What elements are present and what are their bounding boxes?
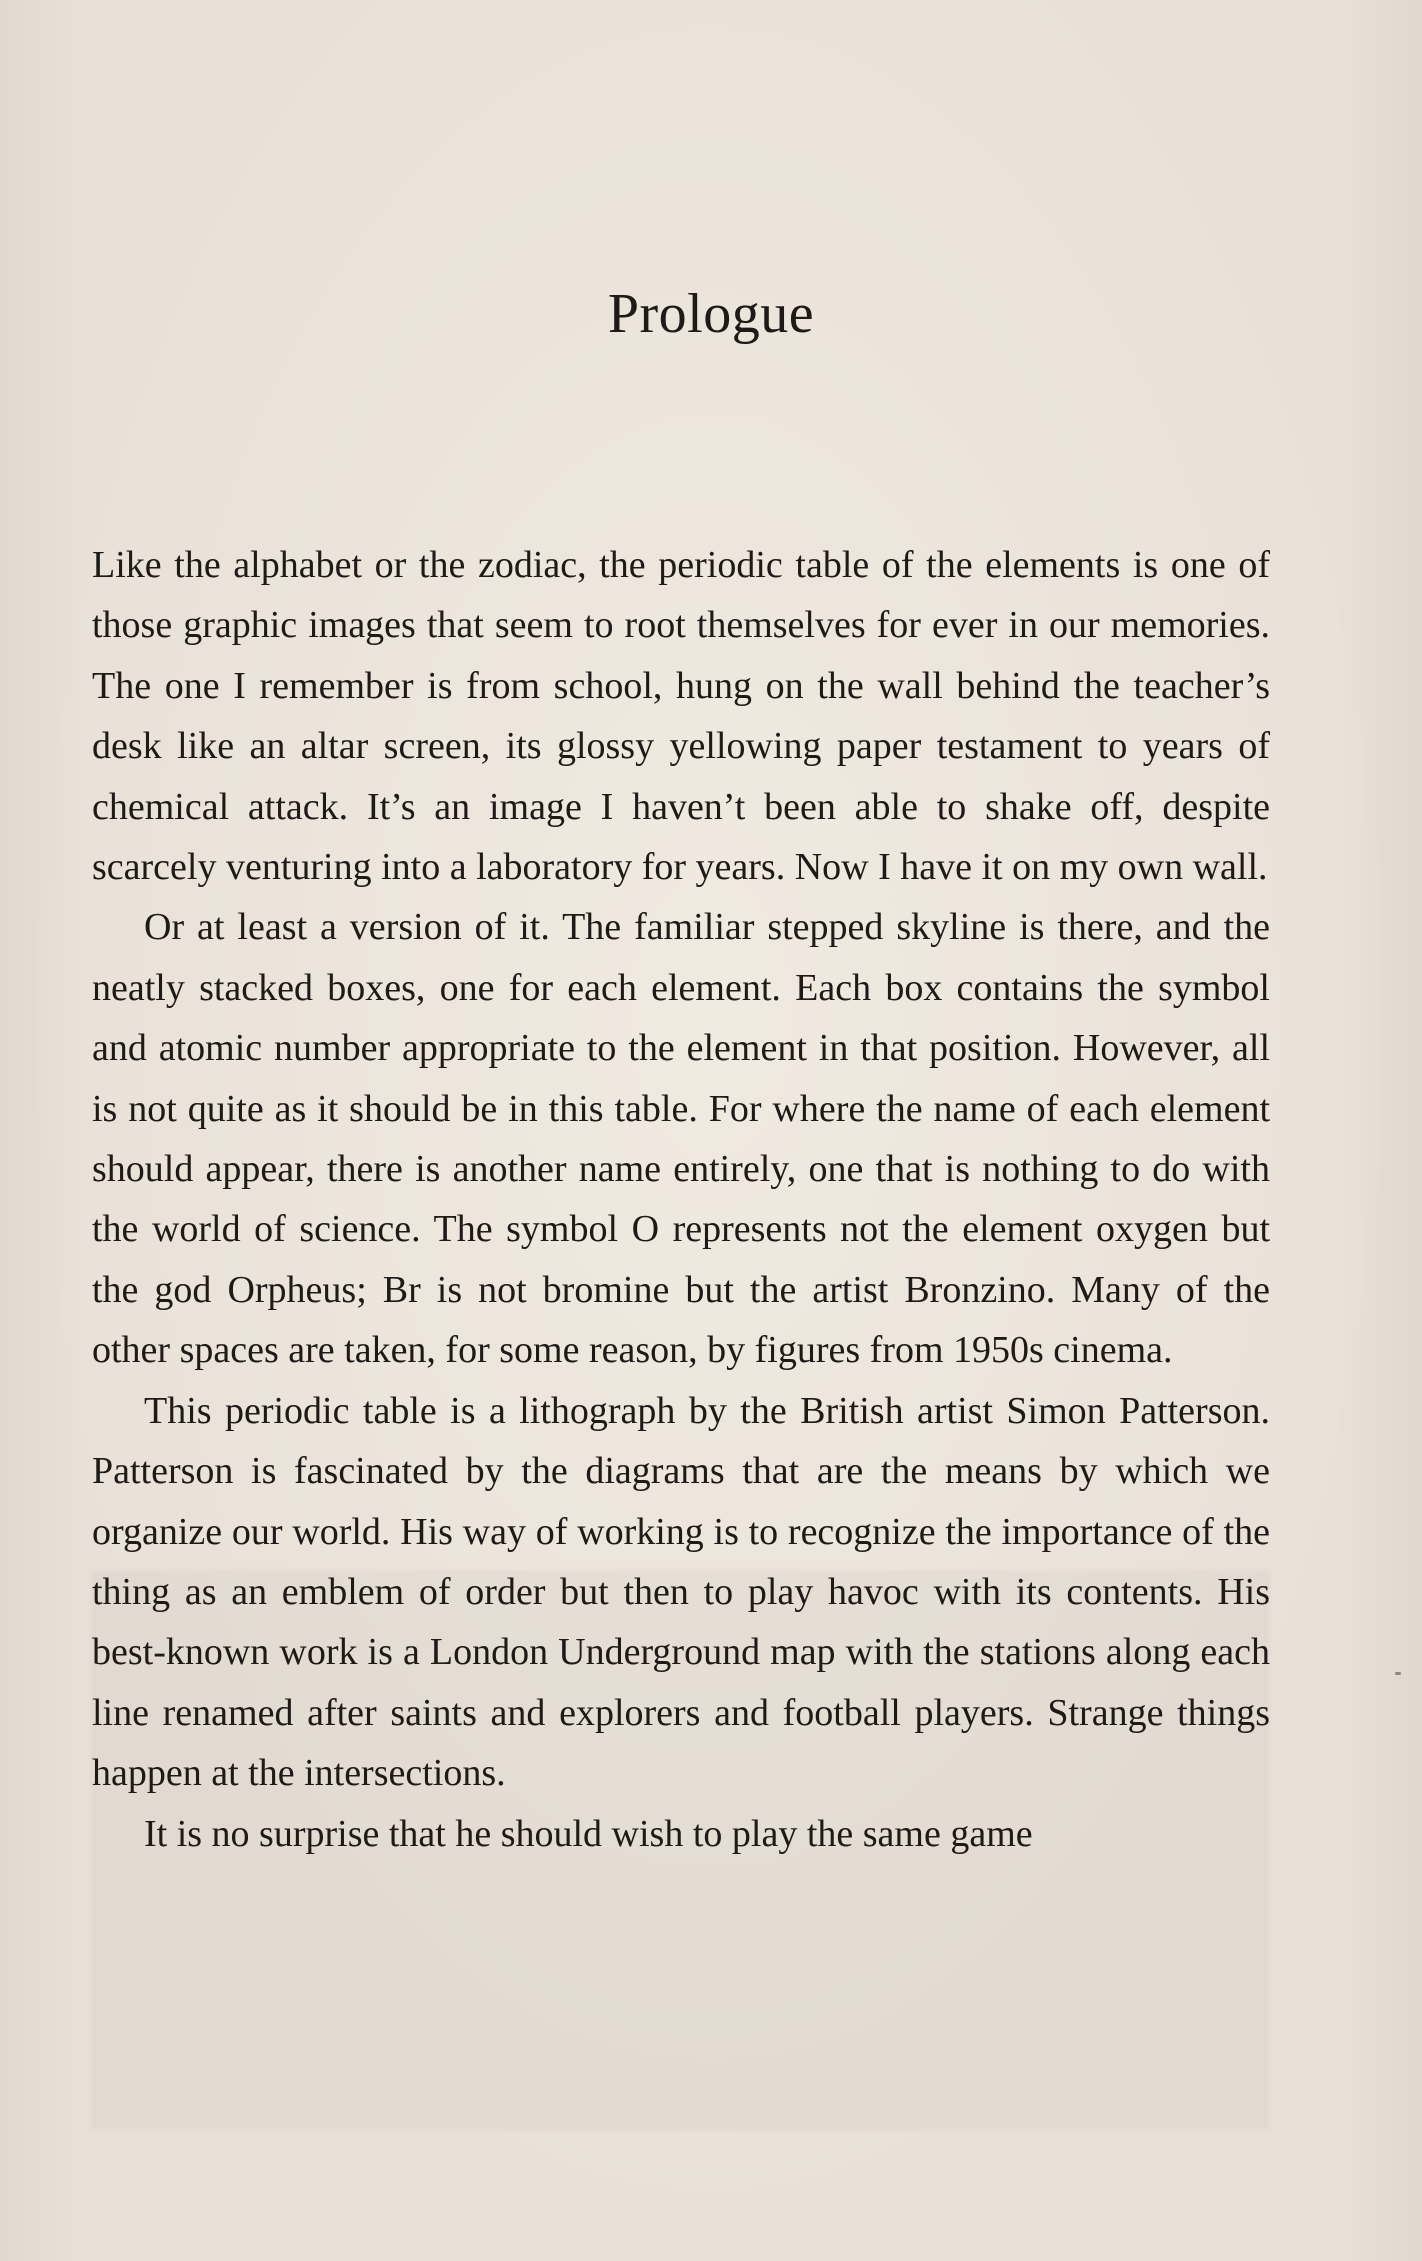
body-text [92,535,1270,1864]
paragraph-3: This periodic table is a lithograph by the British artist Simon Patterson. Patterson is fascinated by the diagrams that are the means by which we organize our world. His way of working is to recognize the importance of the thing as an emblem of order but then to play havoc with its contents. His best-known work is a London Underground map with the stations along each line renamed after saints and explorers and football players. Strange things happen at the intersections. [92,1389,1270,1795]
paragraph-1: Like the alphabet or the zodiac, the periodic table of the elements is one of those graphic images that seem to root themselves for ever in our memories. The one I remember is from school, hung on the wall behind the teacher’s desk like an altar screen, its glossy yellowing paper testament to years of chemical attack. It’s an image I haven’t been able to shake off, despite scarcely venturing into a laboratory for years. Now I have it on my own wall. [92,544,1270,889]
chapter-title: Prologue [607,283,815,345]
paper-speck [1395,1672,1401,1675]
paragraph-2: Or at least a version of it. The familiar stepped skyline is there, and the neatly stacked boxes, one for each element. Each box contains the symbol and atomic number appropriate to the element in that position. However, all is not quite as it should be in this table. For where the name of each element should appear, there is another name entirely, one that is nothing to do with the world of science. The symbol O represents not the element oxygen but the god Orpheus; Br is not bromine but the artist Bronzino. Many of the other spaces are taken, for some reason, by figures from 1950s cinema. [92,906,1270,1372]
paragraph-4: It is no surprise that he should wish to play the same game [144,1812,1033,1855]
